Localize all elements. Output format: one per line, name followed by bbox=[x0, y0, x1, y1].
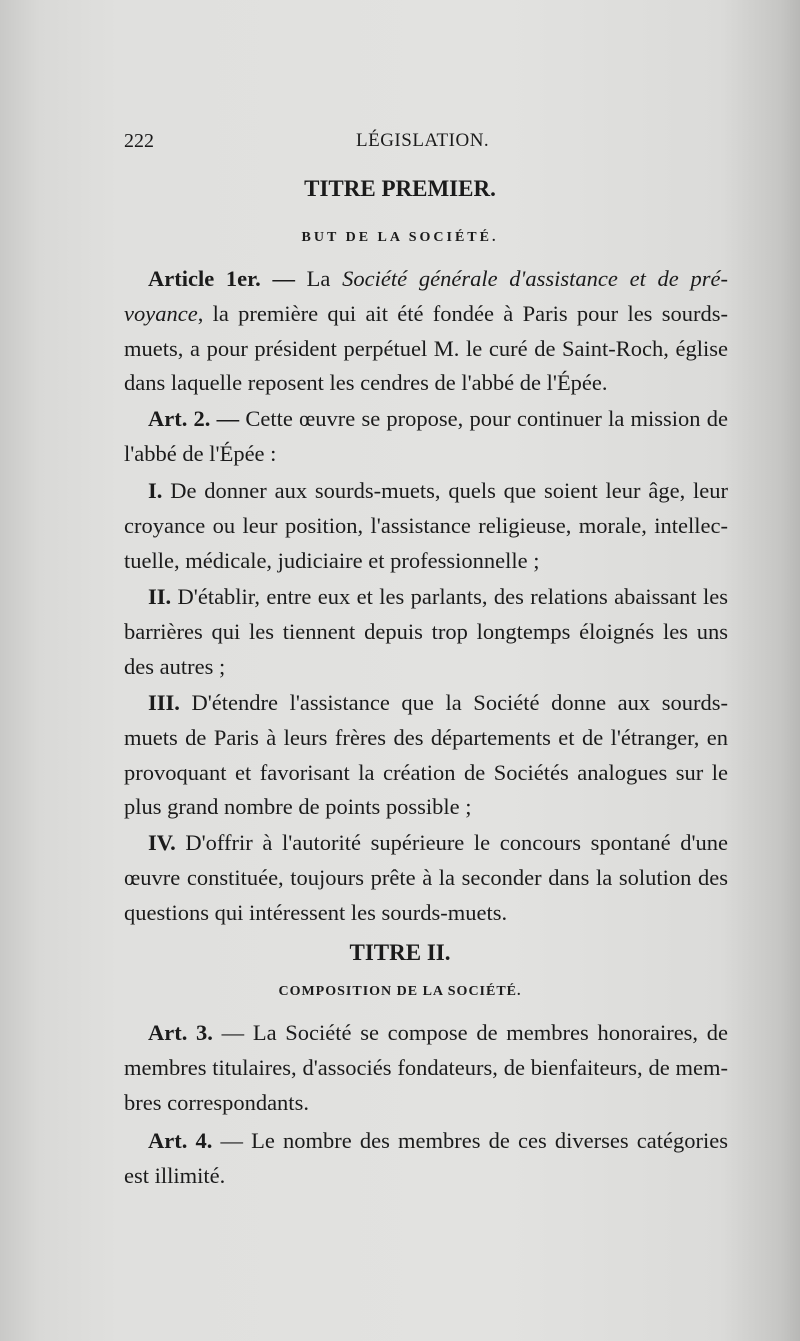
titre-premier-heading: TITRE PREMIER. bbox=[304, 176, 496, 201]
item-3 bbox=[124, 686, 728, 825]
article-1-pre: La bbox=[294, 266, 343, 291]
article-1-text: , la première qui ait été fondée à Paris pour les sourds-muets, a pour président perpétuel M. le curé de Saint-Roch, église dans laquelle reposent les cendres de l'abbé de l'Épée. bbox=[124, 300, 728, 396]
item-1 bbox=[124, 474, 728, 578]
article-3 bbox=[124, 1016, 728, 1120]
page-number: 222 bbox=[124, 130, 154, 152]
article-4-lead: Art. 4. bbox=[148, 1128, 213, 1153]
item-2-number: II. bbox=[148, 584, 172, 609]
article-2-text: Cette œuvre se propose, pour continuer la mission de l'abbé de l'Épée : bbox=[124, 406, 728, 466]
item-4 bbox=[124, 826, 728, 930]
running-head: LÉGISLATION. bbox=[356, 130, 490, 151]
titre-ii-subheading: COMPOSITION DE LA SOCIÉTÉ. bbox=[278, 984, 522, 999]
article-4 bbox=[124, 1124, 728, 1194]
article-2-lead: Art. 2. — bbox=[148, 406, 240, 431]
article-4-text: — Le nombre des membres de ces diverses catégories est illimité. bbox=[124, 1128, 728, 1188]
titre-premier-subheading: BUT DE LA SOCIÉTÉ. bbox=[301, 230, 499, 245]
item-2-text: D'établir, entre eux et les parlants, des relations abaissant les barrières qui les tiennent depuis trop longtemps éloignés les uns des autres ; bbox=[124, 584, 728, 679]
item-4-text: D'offrir à l'autorité supérieure le concours spontané d'une œuvre constituée, toujours prête à la seconder dans la solution des questions qui intéressent les sourds-muets. bbox=[124, 830, 728, 925]
page-header bbox=[124, 130, 724, 160]
article-1-lead: Article 1er. — bbox=[148, 266, 295, 291]
item-1-text: De donner aux sourds-muets, quels que soient leur âge, leur croyance ou leur position, l'assistance religieuse, morale, intellec-tuelle, médicale, judiciaire et professionnelle ; bbox=[124, 478, 728, 573]
item-2 bbox=[124, 580, 728, 684]
item-1-number: I. bbox=[148, 478, 163, 503]
article-1 bbox=[124, 262, 728, 401]
item-3-text: D'étendre l'assistance que la Société donne aux sourds-muets de Paris à leurs frères des départements et de l'étranger, en provoquant et favorisant la création de Sociétés analogues sur le plus grand nombre de points possible ; bbox=[124, 690, 728, 820]
article-2 bbox=[124, 402, 728, 472]
titre-ii-heading: TITRE II. bbox=[349, 940, 451, 965]
article-3-lead: Art. 3. bbox=[148, 1020, 213, 1045]
item-4-number: IV. bbox=[148, 830, 176, 855]
article-1-society-name: Société générale d'assistance et de pré-voyance bbox=[124, 266, 728, 326]
article-3-text: — La Société se compose de membres honoraires, de membres titulaires, d'associés fondateurs, de bienfaiteurs, de mem-bres correspondants. bbox=[124, 1020, 728, 1115]
item-3-number: III. bbox=[148, 690, 180, 715]
